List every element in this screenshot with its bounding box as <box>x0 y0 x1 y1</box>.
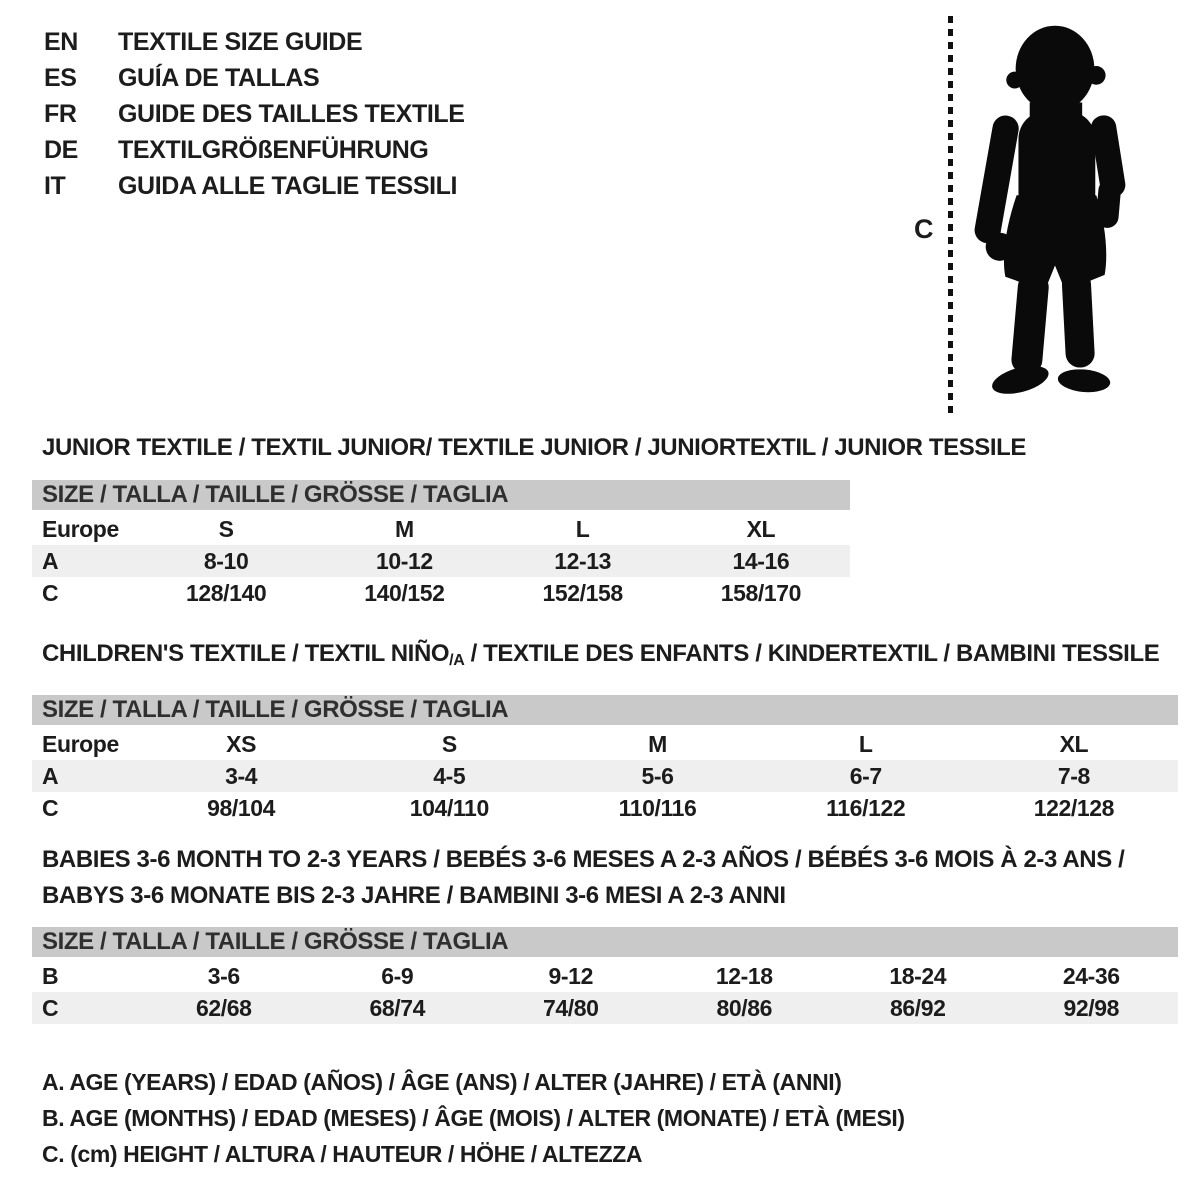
language-row-fr <box>44 96 465 132</box>
table-cell: 7-8 <box>1057 762 1090 789</box>
table-cell: 12-18 <box>715 962 773 989</box>
table-cell: L <box>858 730 873 757</box>
legend-line-age-months: B. AGE (MONTHS) / EDAD (MESES) / ÂGE (MOIS) / ALTER (MONATE) / ETÀ (MESI) <box>42 1105 905 1131</box>
table-cell: 3-6 <box>207 962 240 989</box>
childrens-size-table <box>32 695 1178 824</box>
section-title-line2: BABYS 3-6 MONATE BIS 2-3 JAHRE / BAMBINI 3-6 MESI A 2-3 ANNI <box>42 882 786 909</box>
table-row <box>32 992 1178 1024</box>
table-row <box>32 728 1178 760</box>
table-row <box>32 960 1178 992</box>
table-cell: 122/128 <box>1033 794 1115 821</box>
table-cell: L <box>575 515 590 542</box>
size-header-bar: SIZE / TALLA / TAILLE / GRÖSSE / TAGLIA <box>32 927 1178 957</box>
table-cell: 8-10 <box>203 547 249 574</box>
babies-textile-section <box>32 842 1178 1024</box>
table-cell: M <box>394 515 414 542</box>
table-cell: 92/98 <box>1063 994 1120 1021</box>
section-title-text: CHILDREN'S TEXTILE / TEXTIL NIÑO <box>42 640 450 667</box>
legend <box>42 1064 905 1172</box>
table-cell: 14-16 <box>732 547 790 574</box>
row-label: A <box>42 547 59 574</box>
guide-title: TEXTILGRÖßENFÜHRUNG <box>118 135 429 164</box>
junior-size-table <box>32 480 850 609</box>
table-cell: 86/92 <box>889 994 946 1021</box>
table-cell: 10-12 <box>375 547 433 574</box>
table-row <box>32 760 1178 792</box>
language-code: EN <box>44 27 78 56</box>
table-cell: 116/122 <box>826 794 906 821</box>
guide-title: TEXTILE SIZE GUIDE <box>118 27 363 56</box>
row-label: C <box>42 579 59 606</box>
legend-line-age-years: A. AGE (YEARS) / EDAD (AÑOS) / ÂGE (ANS) / ALTER (JAHRE) / ETÀ (ANNI) <box>42 1069 842 1095</box>
table-row <box>32 513 850 545</box>
table-cell: 152/158 <box>542 579 623 606</box>
table-cell: XL <box>1059 730 1089 757</box>
section-title-text: / TEXTILE DES ENFANTS / KINDERTEXTIL / BAMBINI TESSILE <box>464 640 1160 667</box>
language-row-es <box>44 60 465 96</box>
table-cell: 128/140 <box>185 579 267 606</box>
row-label: C <box>42 994 59 1021</box>
table-cell: 4-5 <box>433 762 466 789</box>
table-cell: 6-9 <box>381 962 414 989</box>
table-cell: 18-24 <box>889 962 947 989</box>
section-title-junior: JUNIOR TEXTILE / TEXTIL JUNIOR/ TEXTILE JUNIOR / JUNIORTEXTIL / JUNIOR TESSILE <box>42 434 1027 461</box>
language-code: FR <box>44 99 77 128</box>
guide-title: GUIDE DES TAILLES TEXTILE <box>118 99 465 128</box>
language-row-de <box>44 132 465 168</box>
guide-title: GUIDA ALLE TAGLIE TESSILI <box>118 171 458 200</box>
size-header-bar: SIZE / TALLA / TAILLE / GRÖSSE / TAGLIA <box>32 695 1178 725</box>
measure-label: C <box>914 214 934 244</box>
legend-line-height: C. (cm) HEIGHT / ALTURA / HAUTEUR / HÖHE / ALTEZZA <box>42 1141 643 1167</box>
language-title-list <box>44 24 465 204</box>
guide-title: GUÍA DE TALLAS <box>118 63 320 92</box>
junior-textile-section <box>32 434 1027 609</box>
table-row <box>32 577 850 609</box>
size-header-bar: SIZE / TALLA / TAILLE / GRÖSSE / TAGLIA <box>32 480 850 510</box>
table-cell: XS <box>226 730 257 757</box>
table-cell: 110/116 <box>618 794 697 821</box>
table-cell: 68/74 <box>369 994 426 1021</box>
height-figure <box>900 10 1160 420</box>
table-cell: 158/170 <box>720 579 802 606</box>
language-row-en <box>44 24 465 60</box>
table-cell: 80/86 <box>716 994 773 1021</box>
language-row-it <box>44 168 465 204</box>
table-cell: M <box>648 730 667 757</box>
table-cell: 3-4 <box>225 762 258 789</box>
row-label: B <box>42 962 59 989</box>
section-title-subscript: /A <box>449 652 465 669</box>
row-label: A <box>42 762 59 789</box>
section-title-line1: BABIES 3-6 MONTH TO 2-3 YEARS / BEBÉS 3-6 MESES A 2-3 AÑOS / BÉBÉS 3-6 MOIS À 2-3 ANS / <box>42 846 1125 873</box>
table-cell: 9-12 <box>548 962 593 989</box>
table-cell: 74/80 <box>542 994 599 1021</box>
table-cell: S <box>441 730 457 757</box>
toddler-silhouette-icon <box>966 14 1144 414</box>
table-row <box>32 545 850 577</box>
table-cell: XL <box>746 515 776 542</box>
table-cell: 12-13 <box>554 547 612 574</box>
table-cell: 98/104 <box>207 794 276 821</box>
section-title-childrens <box>42 640 1178 674</box>
language-code: ES <box>44 63 77 92</box>
row-label: Europe <box>42 730 119 757</box>
table-cell: 6-7 <box>849 762 882 789</box>
table-cell: S <box>218 515 234 542</box>
table-cell: 104/110 <box>409 794 489 821</box>
row-label: Europe <box>42 515 119 542</box>
section-title-babies <box>42 842 1178 914</box>
childrens-textile-section <box>32 640 1178 824</box>
table-cell: 140/152 <box>364 579 445 606</box>
babies-size-table <box>32 927 1178 1024</box>
table-row <box>32 792 1178 824</box>
row-label: C <box>42 794 59 821</box>
table-cell: 5-6 <box>641 762 674 789</box>
language-code: DE <box>44 135 78 164</box>
language-code: IT <box>44 171 66 200</box>
table-cell: 62/68 <box>195 994 252 1021</box>
height-measure-line <box>948 16 953 414</box>
table-cell: 24-36 <box>1062 962 1120 989</box>
